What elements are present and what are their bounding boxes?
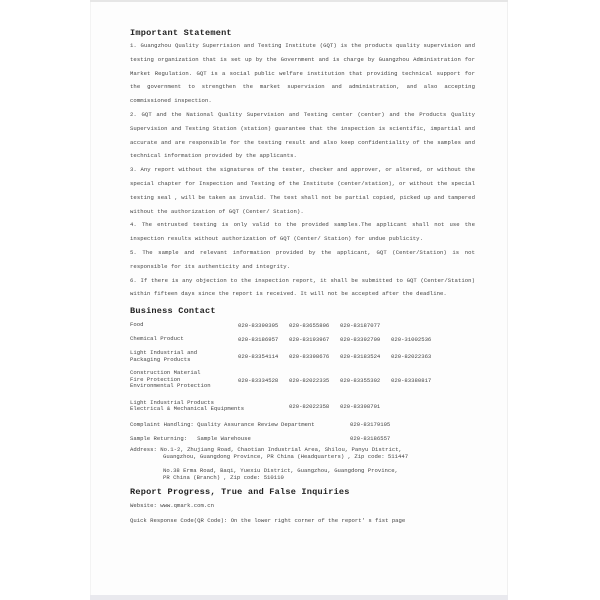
statement-item-4: 4. The entrusted testing is only valid to the provided samples.The applicant shall not use the inspection results without authorization of GQT (Center/ Station) for undue publicity.	[130, 221, 475, 243]
document-content	[130, 27, 475, 528]
address-headquarters-line1: Address: No.1-2, Zhujiang Road, Chaotian Industrial Area, Shilou, Panyu District,	[130, 446, 402, 454]
complaint-phone: 020-83179105	[350, 421, 391, 429]
contact-phones	[238, 322, 391, 329]
phone-number: 020-82022358	[289, 402, 330, 410]
statement-item-5: 5. The sample and relevant information provided by the applicant, GQT (Center/Station) is not responsible for its authenticity and integrity.	[130, 248, 475, 270]
contact-row-light-industrial	[130, 347, 475, 366]
contact-label: Food	[130, 321, 144, 329]
contact-label: Chemical Product	[130, 335, 184, 343]
phone-number: 020-83380817	[391, 376, 432, 384]
phone-number: 020-31002536	[391, 336, 432, 344]
statement-item-3: 3. Any report without the signatures of the tester, checker and approver, or altered, or without the special chapter for Inspection and Testing of the Institute (center/station), or without the special testing seal , will be taken as invalid. The test shall not be partial copied, picked up and tampered without the authorization of GQT (Center/ Station).	[130, 166, 475, 215]
business-contact-heading: Business Contact	[130, 306, 216, 317]
contact-row-chemical	[130, 332, 475, 347]
sample-returning-row	[130, 432, 475, 446]
phone-number: 020-83392709	[340, 336, 381, 344]
phone-number: 020-82022363	[391, 353, 432, 361]
complaint-handling-text: Complaint Handling: Quality Assurance Review Department	[130, 421, 315, 429]
contact-row-electrical	[130, 394, 475, 418]
contact-row-construction	[130, 366, 475, 394]
statement-item-2: 2. GQT and the National Quality Supervision and Testing center (center) and the Products Quality Supervision and Testing Station (station) guarantee that the inspection is scientific, impartial and accurate and are responsible for the testing result and also keep confidentiality of the samples and technical information provided by the applicants.	[130, 110, 475, 160]
statement-item-1: 1. Guangzhou Quality Superrision and Testing Institute (GQT) is the products quality supervision and testing organization that is set up by the Government and is charge by Guangzhou Administration for Market Regulation. GQT is a social public welfare institution that providing technical support for the government to strengthen the market supervision and administration, and also accepting commissioned inspection.	[130, 42, 475, 105]
website-line: Website: www.qmark.com.cn	[130, 502, 214, 510]
address-branch-line1: No.38 Erma Road, Baqi, Yuexiu District, Guangzhou, Guangdong Province,	[163, 466, 398, 474]
contact-label: Light Industrial Products Electrical & Mechanical Equipments	[130, 398, 245, 413]
qr-code-line: Quick Response Code(QR Code): On the lower right corner of the report' s fist page	[130, 517, 406, 525]
phone-number: 020-83187077	[340, 322, 381, 330]
phone-number: 020-83183524	[340, 353, 381, 361]
phone-number: 020-82022335	[289, 376, 330, 384]
phone-number: 020-83354114	[238, 353, 279, 361]
sample-returning-phone: 020-83186557	[350, 435, 391, 443]
contact-phones	[238, 353, 442, 360]
address-headquarters-line2: Guangzhou, Guangdong Province, PR China (Headquarters) , Zip code: 511447	[163, 452, 409, 460]
contact-phones	[238, 336, 442, 343]
contact-phones	[289, 403, 391, 410]
complaint-handling-row	[130, 418, 475, 432]
contact-label: Light Industrial and Packaging Products	[130, 349, 198, 363]
report-progress-section	[130, 486, 475, 528]
important-statement-heading: Important Statement	[130, 28, 232, 38]
report-progress-heading: Report Progress, True and False Inquiries	[130, 487, 350, 498]
phone-number: 020-83186957	[238, 336, 279, 344]
sample-returning-text: Sample Returning: Sample Warehouse	[130, 435, 251, 443]
phone-number: 020-83655806	[289, 322, 330, 330]
page-top-edge	[90, 0, 508, 2]
address-block	[130, 447, 475, 481]
phone-number: 020-83334528	[238, 376, 279, 384]
phone-number: 020-83390395	[238, 322, 279, 330]
page-bottom-edge	[90, 595, 508, 600]
important-statement-section	[130, 27, 475, 301]
contact-table	[130, 319, 475, 418]
business-contact-section	[130, 305, 475, 481]
statement-item-6: 6. If there is any objection to the inspection report, it shall be submitted to GQT (Center/Station) within fifteen days since the report is received. It will not be accepted after the deadline.	[130, 276, 475, 298]
address-branch-line2: PR China (Branch) , Zip code: 510110	[163, 473, 284, 481]
contact-row-food	[130, 319, 475, 332]
phone-number: 020-83398676	[289, 353, 330, 361]
contact-label: Construction Material Fire Protection Environmental Protection	[130, 369, 211, 390]
phone-number: 020-83355302	[340, 376, 381, 384]
contact-phones	[238, 377, 442, 384]
phone-number: 020-83398701	[340, 402, 381, 410]
phone-number: 020-83193967	[289, 336, 330, 344]
